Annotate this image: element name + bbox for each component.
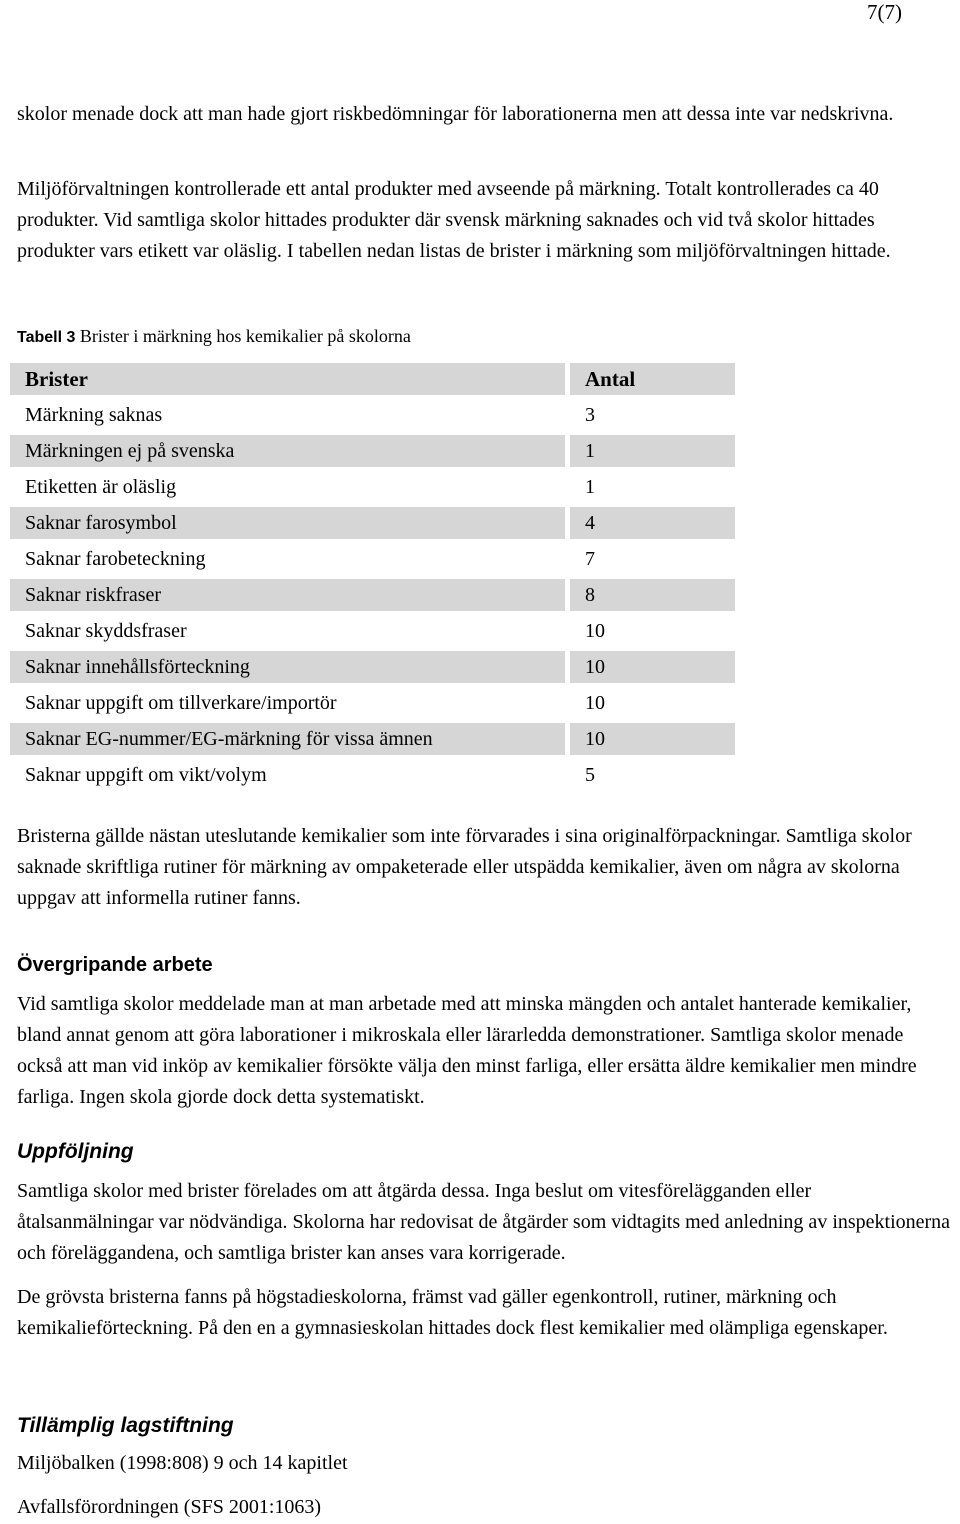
row-brist: Saknar uppgift om tillverkare/importör xyxy=(25,691,337,714)
brister-table xyxy=(5,359,740,795)
law-avfallsforordningen: Avfallsförordningen (SFS 2001:1063) xyxy=(17,1496,322,1518)
table-row xyxy=(10,615,735,647)
row-brist: Saknar farosymbol xyxy=(10,507,565,539)
row-antal: 10 xyxy=(570,723,735,755)
row-antal: 7 xyxy=(585,547,595,570)
row-antal: 10 xyxy=(585,691,605,714)
row-antal: 4 xyxy=(570,507,735,539)
table-caption-label: Tabell 3 xyxy=(17,329,76,346)
row-antal: 8 xyxy=(570,579,735,611)
table-caption xyxy=(17,326,411,347)
table-row xyxy=(10,507,735,539)
table-row xyxy=(10,543,735,575)
paragraph-originalforpackningar: Bristerna gällde nästan uteslutande kemikalier som inte förvarades i sina originalförpackningar. Samtliga skolor saknade skriftliga rutiner för märkning av ompaketerade eller utspädda kemikalier, även om några av skolorna uppgav att informella rutiner fanns. xyxy=(17,825,912,909)
table-row xyxy=(10,723,735,755)
table-row xyxy=(10,651,735,683)
row-brist: Etiketten är oläslig xyxy=(25,475,177,498)
header-antal: Antal xyxy=(570,363,735,395)
paragraph-markning: Miljöförvaltningen kontrollerade ett antal produkter med avseende på märkning. Totalt kontrollerades ca 40 produkter. Vid samtliga skolor hittades produkter där svensk märkning saknades och vid två skolor hittades produkter vars etikett var oläslig. I tabellen nedan listas de brister i märkning som miljöförvaltningen hittade. xyxy=(17,178,891,262)
header-brister: Brister xyxy=(10,363,565,395)
table-row xyxy=(10,399,735,431)
row-antal: 1 xyxy=(570,435,735,467)
row-brist: Märkningen ej på svenska xyxy=(10,435,565,467)
heading-uppfoljning: Uppföljning xyxy=(17,1140,134,1163)
row-antal: 5 xyxy=(585,763,595,786)
paragraph-uppfoljning: Samtliga skolor med brister förelades om att åtgärda dessa. Inga beslut om vitesförelägganden eller åtalsanmälningar var nödvändiga. Skolorna har redovisat de åtgärder som vidtagits med anledning av inspektionerna och föreläggandena, och samtliga brister kan anses vara korrigerade. xyxy=(17,1180,951,1264)
row-brist: Saknar uppgift om vikt/volym xyxy=(25,763,267,786)
paragraph-grovsta-brister: De grövsta bristerna fanns på högstadieskolorna, främst vad gäller egenkontroll, rutiner, märkning och kemikalieförteckning. På den en a gymnasieskolan hittades dock flest kemikalier med olämpliga egenskaper. xyxy=(17,1286,888,1339)
table-header-row xyxy=(10,363,735,395)
table-row xyxy=(10,471,735,503)
table-row xyxy=(10,759,735,791)
row-antal: 1 xyxy=(585,475,595,498)
row-antal: 10 xyxy=(570,651,735,683)
law-miljobalken: Miljöbalken (1998:808) 9 och 14 kapitlet xyxy=(17,1452,348,1474)
row-brist: Saknar innehållsförteckning xyxy=(10,651,565,683)
row-brist: Saknar skyddsfraser xyxy=(25,619,187,642)
table-caption-text: Brister i märkning hos kemikalier på skolorna xyxy=(75,326,411,346)
table-row xyxy=(10,579,735,611)
row-brist: Saknar EG-nummer/EG-märkning för vissa ämnen xyxy=(10,723,565,755)
row-brist: Saknar riskfraser xyxy=(10,579,565,611)
paragraph-overgripande: Vid samtliga skolor meddelade man at man arbetade med att minska mängden och antalet hanterade kemikalier, bland annat genom att göra laborationer i mikroskala eller lärarledda demonstrationer. Samtliga skolor menade också att man vid inköp av kemikalier försökte välja den minst farliga, eller ersätta äldre kemikalier men mindre farliga. Ingen skola gjorde dock detta systematiskt. xyxy=(17,993,917,1108)
row-antal: 10 xyxy=(585,619,605,642)
paragraph-riskbedomningar: skolor menade dock att man hade gjort riskbedömningar för laborationerna men att dessa inte var nedskrivna. xyxy=(17,103,894,125)
row-brist: Saknar farobeteckning xyxy=(25,547,206,570)
heading-tillamplig-lagstiftning: Tillämplig lagstiftning xyxy=(17,1414,234,1437)
page-number: 7(7) xyxy=(867,0,902,24)
row-brist: Märkning saknas xyxy=(25,403,163,426)
table-row xyxy=(10,687,735,719)
heading-overgripande-arbete: Övergripande arbete xyxy=(17,954,213,976)
table-row xyxy=(10,435,735,467)
row-antal: 3 xyxy=(585,403,595,426)
